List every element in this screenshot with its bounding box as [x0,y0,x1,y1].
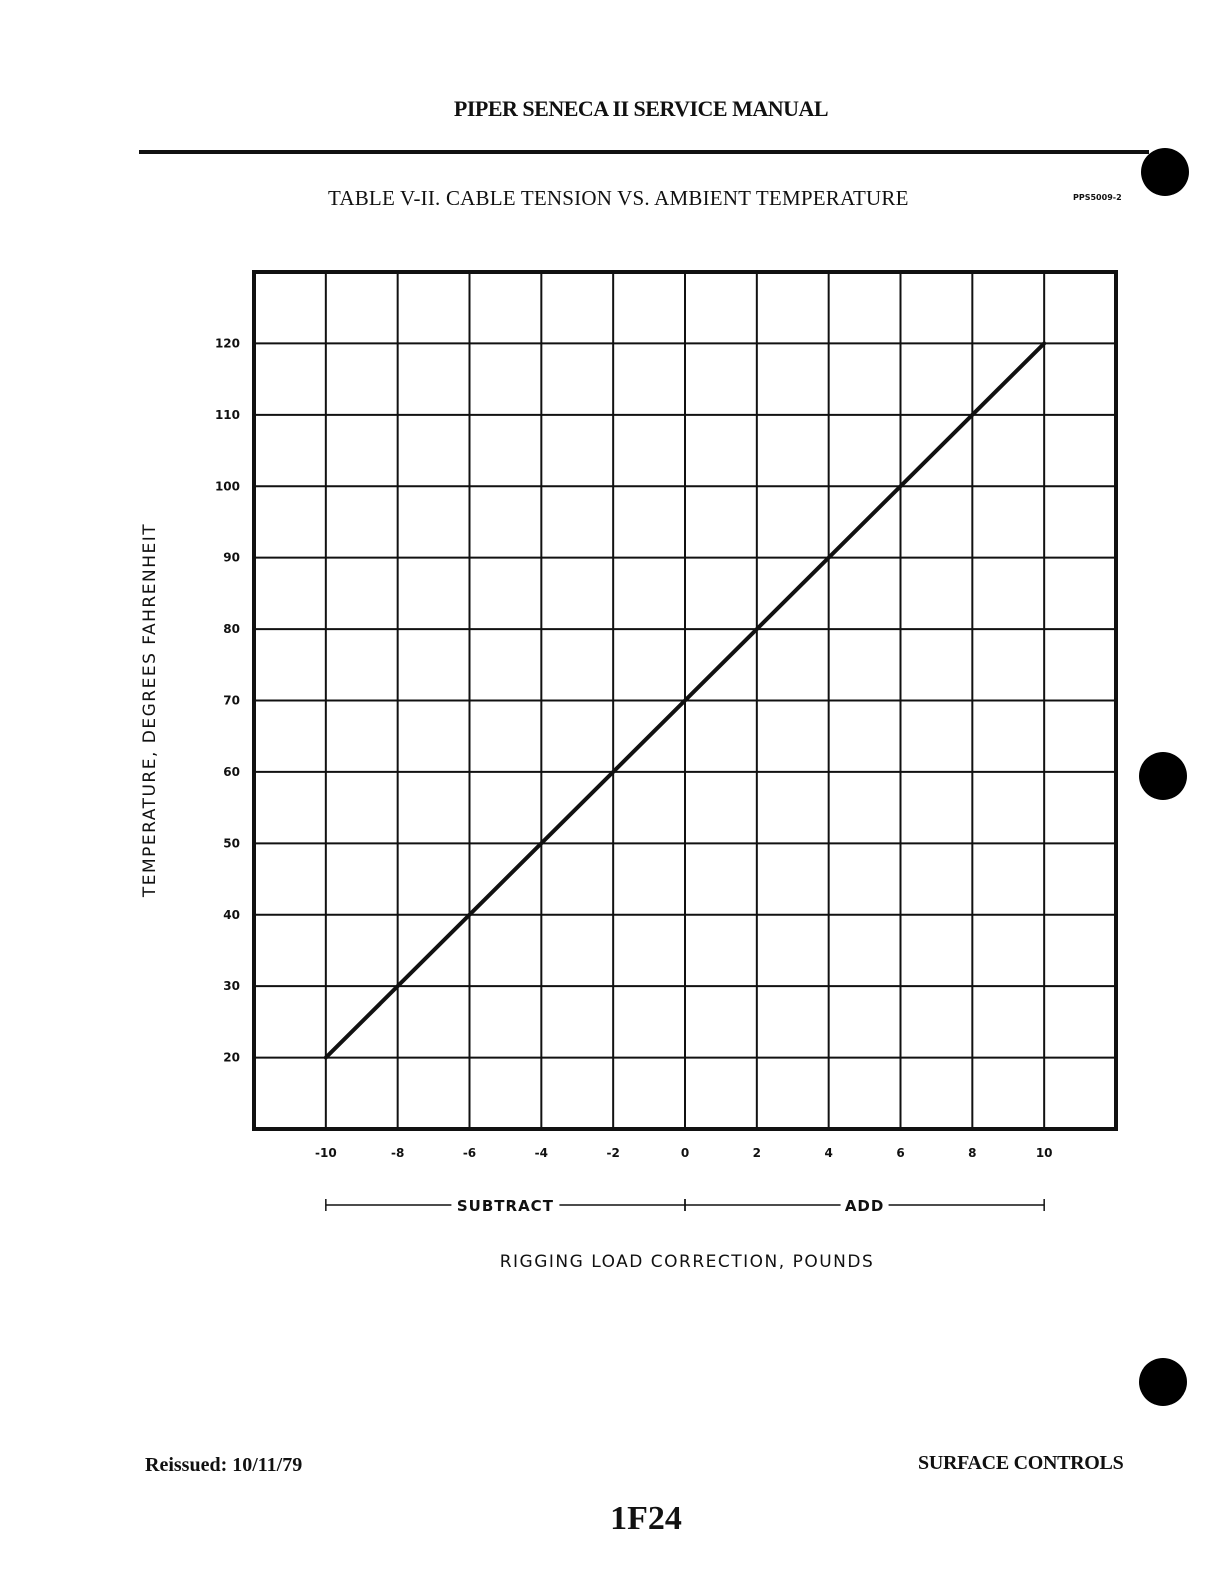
y-axis-label: TEMPERATURE, DEGREES FAHRENHEIT [140,522,160,898]
x-tick-label: 10 [1035,1146,1053,1160]
x-tick-label: -4 [534,1146,549,1160]
x-range-indicator [326,1197,1044,1215]
manual-header: PIPER SENECA II SERVICE MANUAL [453,96,829,121]
y-tick-label: 70 [223,693,240,708]
range-label: SUBTRACT [456,1197,554,1215]
y-tick-label: 90 [223,550,240,565]
y-tick-label: 100 [214,479,240,494]
y-tick-label: 30 [223,979,240,994]
x-tick-label: 8 [968,1146,977,1160]
y-tick-label: 110 [214,407,240,422]
y-tick-label: 20 [223,1050,240,1065]
y-tick-labels [215,336,240,1064]
x-tick-label: 2 [752,1146,762,1160]
x-tick-label: -8 [390,1146,405,1160]
y-tick-label: 40 [223,907,240,922]
page-number: 1F24 [610,1500,682,1537]
y-tick-label: 50 [223,836,240,851]
y-tick-label: 120 [214,336,240,351]
chart-title: TABLE V-II. CABLE TENSION VS. AMBIENT TEMPERATURE [328,186,909,210]
x-tick-label: 0 [680,1146,690,1160]
x-tick-label: 4 [824,1146,833,1160]
x-tick-labels [315,1146,1053,1160]
footer-section-name: SURFACE CONTROLS [918,1452,1124,1474]
x-tick-label: -10 [314,1146,337,1160]
x-tick-label: 6 [896,1146,905,1160]
y-tick-label: 60 [223,764,240,779]
figure-code: PPS5009-2 [1073,193,1122,202]
x-tick-label: -2 [606,1146,620,1160]
y-tick-label: 80 [223,622,240,637]
range-label: ADD [844,1197,885,1215]
footer-reissue-date: Reissued: 10/11/79 [145,1454,303,1476]
x-tick-label: -6 [462,1146,477,1160]
x-axis-label: RIGGING LOAD CORRECTION, POUNDS [499,1252,875,1272]
